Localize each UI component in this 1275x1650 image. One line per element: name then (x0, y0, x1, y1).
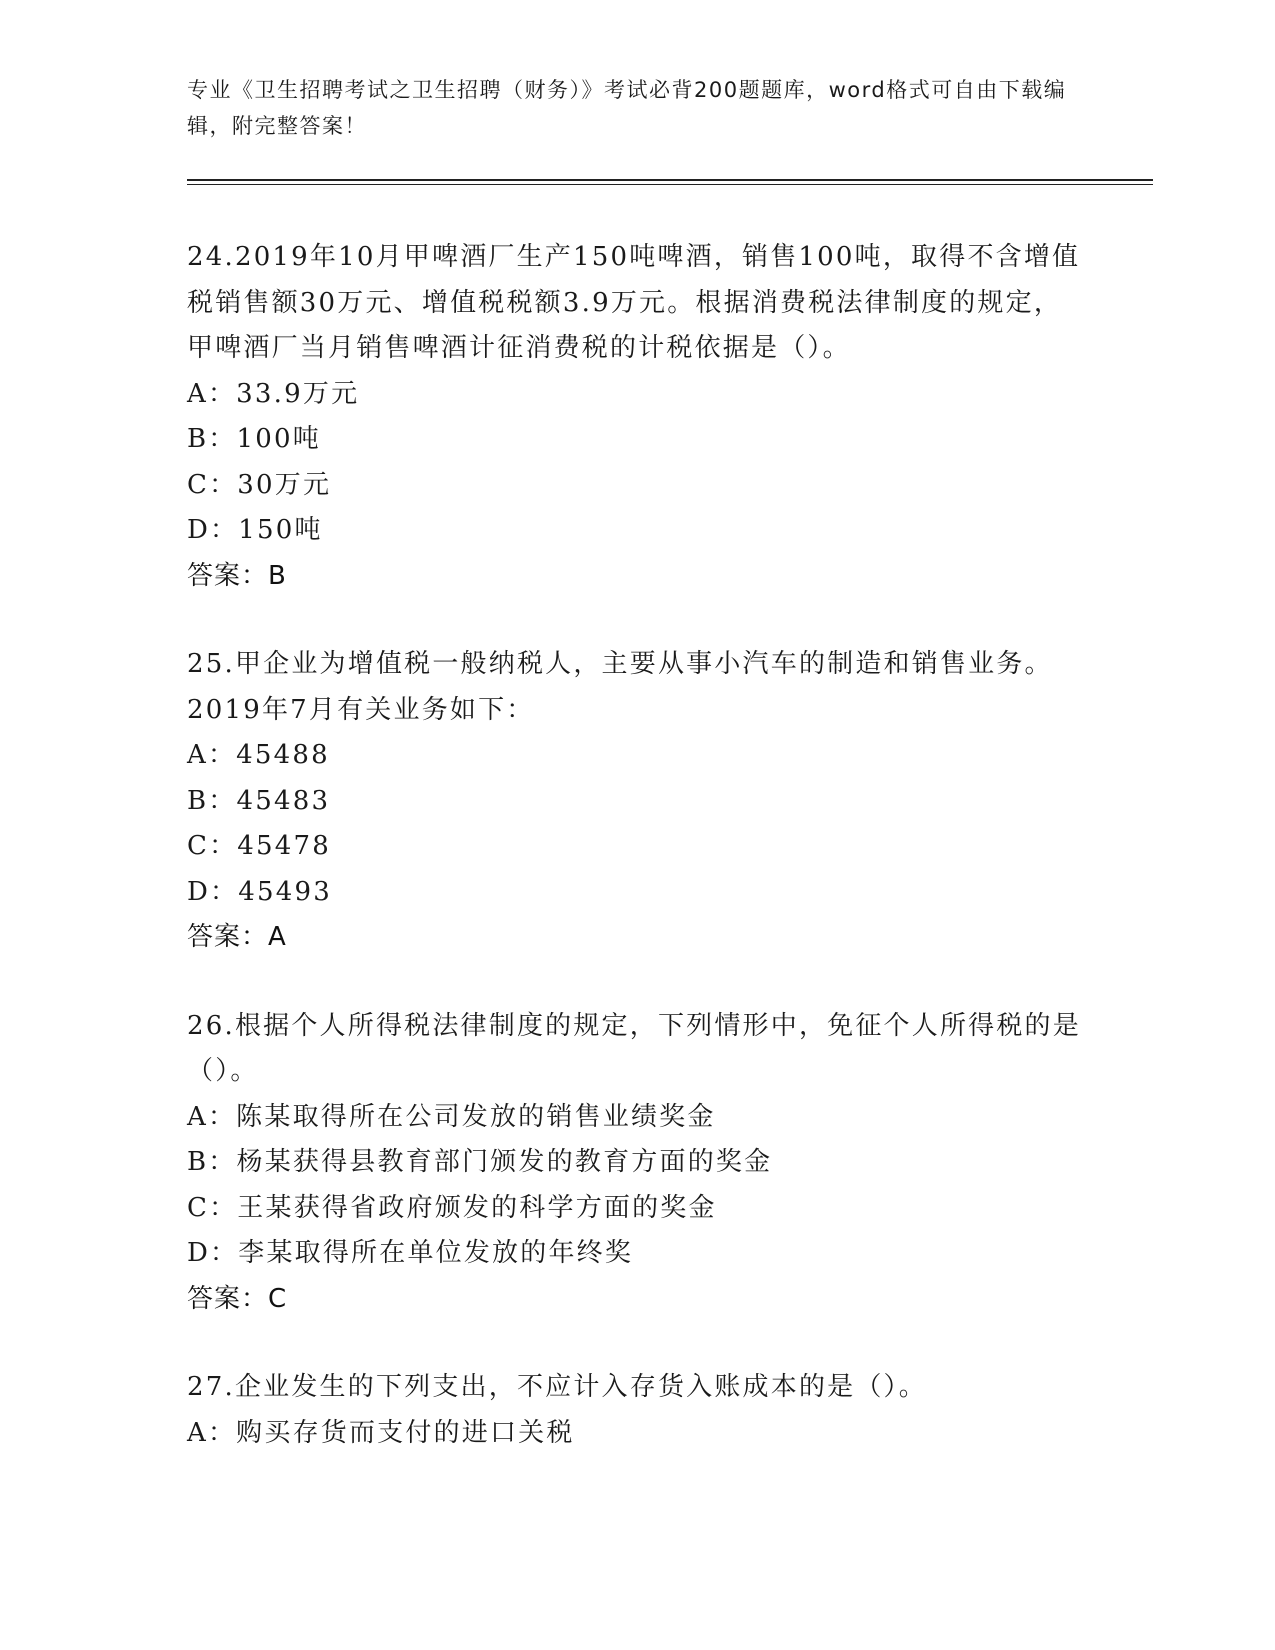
option-d: D：150吨 (187, 515, 323, 545)
question-list (187, 235, 1087, 1499)
answer: 答案：A (187, 922, 287, 952)
option-a: A：45488 (187, 740, 330, 770)
option-c: C：30万元 (187, 469, 332, 500)
answer: 答案：B (187, 560, 287, 591)
answer: 答案：C (187, 1283, 288, 1314)
option-d: D：李某取得所在单位发放的年终奖 (187, 1238, 634, 1268)
document-header: 专业《卫生招聘考试之卫生招聘（财务）》考试必背200题题库，word格式可自由下载编辑，附完整答案！ (187, 78, 1067, 138)
header-divider-thin (187, 184, 1153, 185)
header-divider-thick (187, 179, 1153, 181)
option-a: A：33.9万元 (187, 378, 360, 409)
question-stem: 25.甲企业为增值税一般纳税人，主要从事小汽车的制造和销售业务。2019年7月有关业务如下： (187, 649, 1053, 725)
question-stem: 26.根据个人所得税法律制度的规定，下列情形中，免征个人所得税的是（）。 (187, 1010, 1081, 1086)
question-stem: 27.企业发生的下列支出，不应计入存货入账成本的是（）。 (187, 1372, 927, 1402)
option-d: D：45493 (187, 876, 332, 907)
option-b: B：杨某获得县教育部门颁发的教育方面的奖金 (187, 1147, 773, 1177)
option-b: B：45483 (187, 785, 331, 816)
option-c: C：王某获得省政府颁发的科学方面的奖金 (187, 1192, 717, 1223)
question-27 (187, 1365, 1087, 1456)
question-24 (187, 235, 1087, 599)
option-c: C：45478 (187, 831, 332, 861)
option-b: B：100吨 (187, 424, 321, 454)
option-a: A：陈某取得所在公司发放的销售业绩奖金 (187, 1101, 716, 1132)
question-25 (187, 642, 1087, 961)
question-stem: 24.2019年10月甲啤酒厂生产150吨啤酒，销售100吨，取得不含增值税销售额30万元、增值税税额3.9万元。根据消费税法律制度的规定，甲啤酒厂当月销售啤酒计征消费税的计税依据是（）。 (187, 242, 1081, 363)
question-26 (187, 1004, 1087, 1323)
option-a: A：购买存货而支付的进口关税 (187, 1417, 575, 1448)
